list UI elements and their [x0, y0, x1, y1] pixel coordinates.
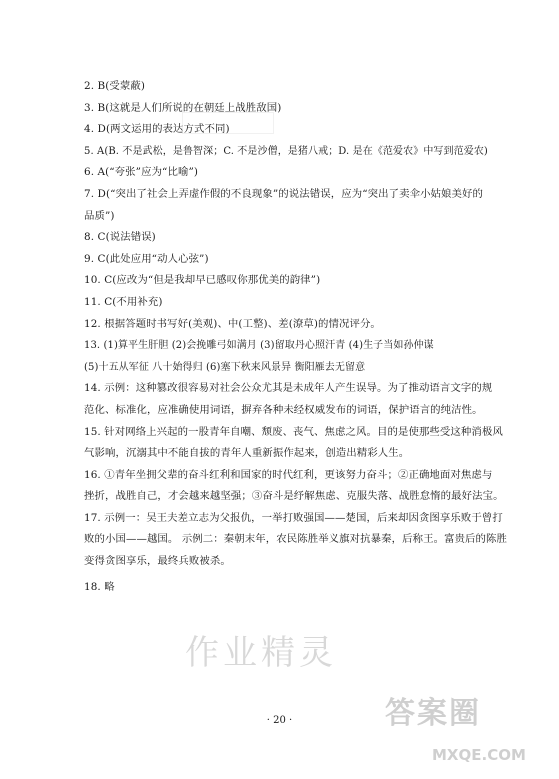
answer-line: 15. 针对网络上兴起的一股青年自嘲、颓废、丧气、焦虑之风。目的是使那些受这种消极风	[84, 425, 503, 438]
answer-line: 18. 略	[84, 580, 115, 593]
answer-list	[84, 76, 508, 598]
answer-line: 7. D(“突出了社会上弄虚作假的不良现象”的说法错误，应为“突出了卖伞小姑娘美好的	[84, 187, 484, 200]
answer-item-18	[84, 577, 504, 599]
watermark-text: 作业精灵	[185, 633, 337, 673]
answer-line: 13. (1)算平生肝胆 (2)会挽雕弓如满月 (3)留取丹心照汗青 (4)生子当如孙仲谋	[84, 340, 434, 352]
answer-item-8	[84, 227, 504, 249]
answer-item-3	[84, 98, 504, 120]
answer-item-11	[84, 292, 504, 314]
answer-item-5	[84, 141, 504, 163]
answer-item-10	[84, 270, 504, 292]
answer-line: 3. B(这就是人们所说的在朝廷上战胜敌国)	[84, 101, 282, 114]
answer-item-2	[84, 76, 504, 98]
answer-line: (5)十五从军征 八十始得归 (6)塞下秋来风景异 衡阳雁去无留意	[84, 361, 366, 373]
answer-line: 9. C(此处应用“动人心弦”)	[84, 252, 209, 265]
answer-line: 8. C(说法错误)	[84, 231, 156, 244]
answer-line: 11. C(不用补充)	[84, 295, 163, 308]
answer-line: 14. 示例：这种篡改很容易对社会公众尤其是未成年人产生误导。为了推动语言文字的规	[84, 382, 493, 395]
answer-line: 16. ①青年坐拥父辈的奋斗红利和国家的时代红利，更该努力奋斗；②正确地面对焦虑与	[84, 468, 493, 481]
answer-item-6	[84, 162, 504, 184]
answer-item-14	[84, 378, 504, 421]
answer-line: 气影响，沉溺其中不能自拔的青年人重新振作起来，创造出精彩人生。	[84, 447, 410, 460]
answer-line: 变得贪图享乐，最终兵败被杀。	[84, 555, 231, 568]
watermark-url: MXQE.COM	[432, 746, 526, 764]
answer-line: 5. A(B. 不是武松，是鲁智深；C. 不是沙僧，是猪八戒；D. 是在《范爱农》中写到范爱农)	[84, 145, 488, 157]
answer-item-12	[84, 314, 504, 336]
answer-line: 12. 根据答题时书写好(美观)、中(工整)、差(潦草)的情况评分。	[84, 317, 381, 330]
answer-line: 品质”)	[84, 209, 115, 222]
answer-item-7	[84, 184, 504, 227]
answer-line: 10. C(应改为“但是我却早已感叹你那优美的韵律”)	[84, 274, 321, 287]
watermark-logo: 答案圈	[385, 696, 481, 731]
answer-line: 6. A(“夸张”应为“比喻”)	[84, 166, 199, 179]
answer-line: 范化、标准化，应准确使用词语，摒弃各种未经权威发布的词语，保护语言的纯洁性。	[84, 403, 483, 416]
answer-line: 挫折，战胜自己，才会越来越坚强；③奋斗是纾解焦虑、克服失落、战胜怠惰的最好法宝。	[84, 490, 504, 503]
answer-item-9	[84, 249, 504, 271]
answer-item-4	[84, 119, 504, 141]
answer-item-17	[84, 508, 508, 573]
answer-item-16	[84, 465, 504, 508]
answer-line: 2. B(受蒙蔽)	[84, 80, 146, 92]
page-number: · 20 ·	[266, 715, 293, 726]
faint-stamp	[182, 112, 274, 134]
answer-line: 败的小国——越国。 示例二：秦朝末年，农民陈胜举义旗对抗暴秦，后称王。富贵后的陈胜	[84, 533, 508, 546]
answer-item-13	[84, 335, 504, 378]
answer-item-15	[84, 422, 504, 465]
answer-line: 4. D(两文运用的表达方式不同)	[84, 123, 230, 136]
answer-line: 17. 示例一：吴王夫差立志为父报仇，一举打败强国——楚国，后来却因贪图享乐败于曾打	[84, 511, 503, 524]
